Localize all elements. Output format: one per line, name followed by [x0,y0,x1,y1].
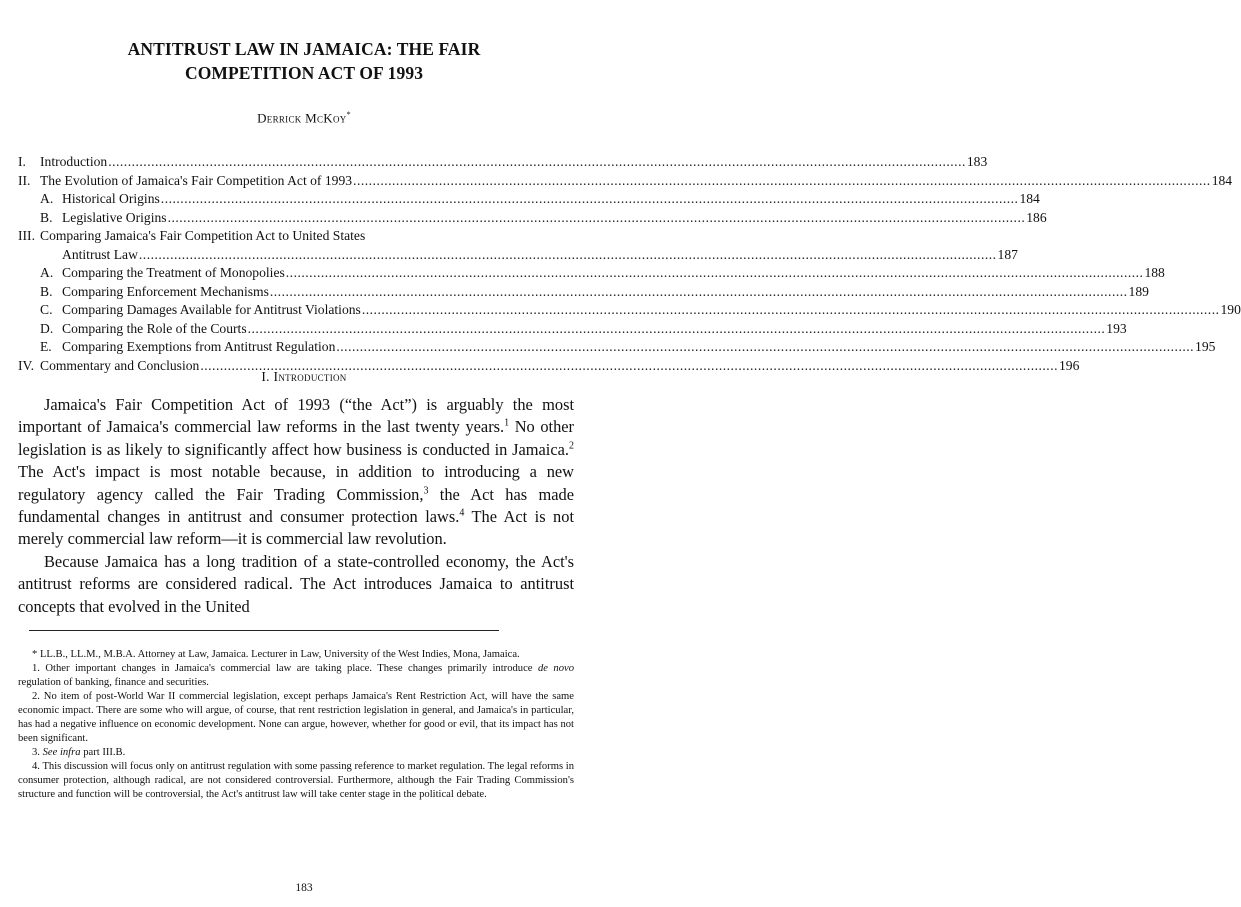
toc-entry [18,301,1241,320]
toc-entry-number: C. [40,302,53,317]
toc-entry-title: Comparing Damages Available for Antitrust Violations [62,302,361,317]
toc-leader-dots: ............................................................................................................................................................................................................................ [200,357,1058,373]
body-paragraph: Because Jamaica has a long tradition of a state-controlled economy, the Act's antitrust reforms are considered radical. The Act introduces Jamaica to antitrust concepts that evolved in the United [18,551,574,616]
toc-entry-title: Legislative Origins [62,209,167,225]
toc-leader-dots: ............................................................................................................................................................................................................................ [247,320,1106,336]
toc-entry-number: III. [18,228,35,243]
toc-entry [18,227,574,246]
toc-entry [18,190,1040,209]
toc-entry-number: II. [18,172,31,188]
article-title-line-1: ANTITRUST LAW IN JAMAICA: THE FAIR [127,39,481,59]
toc-entry [18,338,1216,357]
footnote-author: * LL.B., LL.M., M.B.A. Attorney at Law, Jamaica. Lecturer in Law, University of the West Indies, Mona, Jamaica. [32,649,520,660]
toc-leader-dots: ............................................................................................................................................................................................................................ [108,154,966,169]
section-heading: I. Introduction [261,369,347,384]
toc-leader-dots: ............................................................................................................................................................................................................................ [285,265,1144,280]
toc-leader-dots: ............................................................................................................................................................................................................................ [138,246,997,262]
toc-entry-page: 186 [1026,209,1047,225]
toc-entry-number: E. [40,339,52,354]
footnote-ref: 4 [459,507,465,519]
toc-entry-title: Comparing Enforcement Mechanisms [62,283,269,299]
body-text [18,394,574,618]
author-footnote-mark: * [346,110,351,119]
toc-entry [18,264,1165,283]
toc-entry [18,246,1018,265]
toc-entry-page: 183 [966,154,988,169]
toc-entry-page: 196 [1059,357,1080,373]
toc-leader-dots: ............................................................................................................................................................................................................................ [336,339,1195,354]
footnote-2: 2. No item of post-World War II commercial legislation, except perhaps Jamaica's Rent Restriction Act, will have the same economic impact. There are some who will argue, of course, that rent restriction legislation in general, and Jamaica's in particular, has had a negative influence on economic development. None can argue, however, whether for good or evil, that its impact has not been significant. [18,691,574,744]
toc-entry-title: Comparing Exemptions from Antitrust Regulation [62,339,336,354]
toc-entry-page: 195 [1195,339,1216,354]
toc-entry-page: 184 [1211,172,1233,188]
toc-leader-dots: ............................................................................................................................................................................................................................ [160,191,1019,206]
toc-entry-page: 189 [1128,283,1149,299]
toc-leader-dots: ............................................................................................................................................................................................................................ [167,209,1026,225]
toc-entry-title: The Evolution of Jamaica's Fair Competition Act of 1993 [40,172,353,188]
toc-entry-page: 190 [1220,302,1241,317]
toc-entry [18,172,1233,191]
toc-leader-dots: ............................................................................................................................................................................................................................ [353,172,1211,188]
author-name: Derrick McKoy [257,110,347,126]
toc-entry-title: Comparing the Role of the Courts [62,320,247,336]
toc-entry-number: I. [18,154,26,169]
toc-entry [18,283,1149,302]
toc-entry-page: 188 [1144,265,1165,280]
toc-entry-page: 187 [997,246,1018,262]
toc-entry-number: D. [40,320,54,336]
toc-entry-title: Comparing the Treatment of Monopolies [62,265,285,280]
footnote-3: 3. See infra part III.B. [32,747,126,758]
toc-leader-dots: ............................................................................................................................................................................................................................ [361,302,1220,317]
table-of-contents [18,153,1241,375]
footnote-ref: 3 [423,485,429,497]
toc-entry [18,320,1127,339]
toc-entry-title: Commentary and Conclusion [40,357,200,373]
toc-entry-number: B. [40,283,53,299]
article-title-line-2: COMPETITION ACT OF 1993 [184,63,424,83]
page-number: 183 [295,882,313,894]
footnote-1: 1. Other important changes in Jamaica's commercial law are taking place. These changes primarily introduce de novo regulation of banking, finance and securities. [18,663,574,688]
toc-entry-number: IV. [18,357,34,373]
toc-entry [18,153,988,172]
footnote-4: 4. This discussion will focus only on antitrust regulation with some passing reference to market regulation. The legal reforms in consumer protection, although radical, are not considered controversial. Furthermore, although the Fair Trading Commission's structure and function will be controversial, the Act's antitrust law will take center stage in the political debate. [18,761,574,800]
toc-entry-number: B. [40,209,53,225]
toc-entry-page: 184 [1019,191,1040,206]
footnote-divider [29,630,499,631]
toc-entry-number: A. [40,265,54,280]
author-byline [0,110,608,126]
footnote-ref: 2 [569,440,574,452]
toc-entry-number: A. [40,191,54,206]
toc-entry-page: 193 [1106,320,1127,336]
toc-leader-dots: ............................................................................................................................................................................................................................ [269,283,1128,299]
toc-entry-title: Antitrust Law [62,246,138,262]
footnotes [18,648,574,802]
body-paragraph: Jamaica's Fair Competition Act of 1993 (“the Act”) is arguably the most important of Jamaica's commercial law reforms in the last twenty years.$^1$ No other legislation is as likely to significantly affect how business is conducted in Jamaica.$^2$ The Act's impact is most notable because, in addition to introducing a new regulatory agency called the Fair Trading Commission,$^3$ the Act has made fundamental changes in antitrust and consumer protection laws.$^4$ The Act is not merely commercial law reform—it is commercial law revolution. [18,395,575,549]
toc-entry-title: Introduction [40,154,108,169]
footnote-ref: 1 [504,417,510,429]
toc-entry-title: Historical Origins [62,191,160,206]
toc-entry-title: Comparing Jamaica's Fair Competition Act to United States [40,228,366,243]
toc-entry [18,209,1047,228]
